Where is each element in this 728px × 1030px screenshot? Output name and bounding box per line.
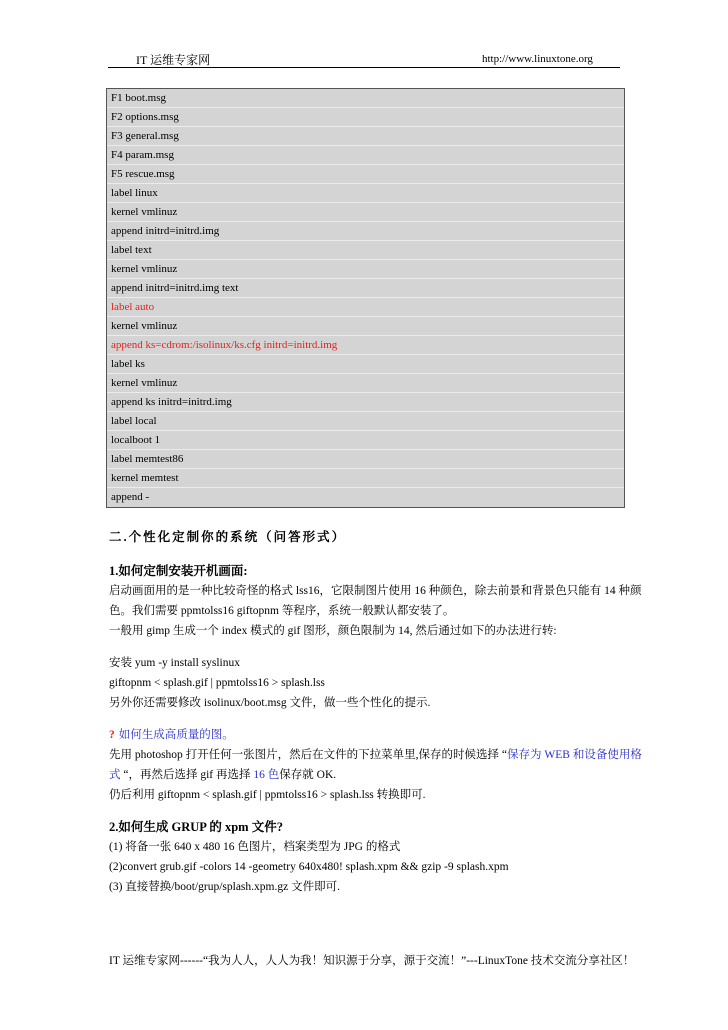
paragraph-line: 启动画面用的是一种比较奇怪的格式 lss16，它限制图片使用 16 种颜色，除去前景和背景色只能有 14 种颜 [109, 585, 642, 597]
code-line: kernel memtest [107, 469, 624, 488]
config-code-box [106, 88, 625, 508]
paragraph-line: 一般用 gimp 生成一个 index 模式的 gif 图形，颜色限制为 14, 然后通过如下的办法进行转: [109, 625, 557, 637]
paragraph-line: 色。我们需要 ppmtolss16 giftopnm 等程序，系统一般默认都安装了。 [109, 605, 455, 617]
step-line: (1) 将备一张 640 x 480 16 色图片，档案类型为 JPG 的格式 [109, 841, 401, 853]
code-line: label auto [107, 298, 624, 317]
section-title: 二.个性化定制你的系统（问答形式） [109, 530, 347, 544]
paragraph-line: 式 “，再然后选择 gif 再选择 16 色保存就 OK. [109, 769, 337, 781]
highlight-text: 16 色 [253, 769, 280, 781]
paragraph-line: 仍后利用 giftopnm < splash.gif | ppmtolss16 > splash.lss 转换即可. [109, 789, 426, 801]
code-line: kernel vmlinuz [107, 260, 624, 279]
highlight-text: 保存为 WEB 和设备使用格 [507, 749, 642, 761]
code-line: label ks [107, 355, 624, 374]
code-line: F4 param.msg [107, 146, 624, 165]
code-line: kernel vmlinuz [107, 374, 624, 393]
paragraph-line: 先用 photoshop 打开任何一张图片，然后在文件的下拉菜单里,保存的时候选择 “保存为 WEB 和设备使用格 [109, 749, 642, 761]
header-site-name: IT 运维专家网 [136, 53, 211, 67]
paragraph-line: 另外你还需要修改 isolinux/boot.msg 文件，做一些个性化的提示. [109, 697, 431, 709]
step-line: (3) 直接替换/boot/grup/splash.xpm.gz 文件即可. [109, 881, 340, 893]
main-content [109, 527, 642, 897]
code-line: label text [107, 241, 624, 260]
code-line: label local [107, 412, 624, 431]
question-2-title: 2.如何生成 GRUP 的 xpm 文件? [109, 820, 283, 834]
code-line: localboot 1 [107, 431, 624, 450]
question-mark-icon: ? [109, 729, 115, 741]
command-line: 安装 yum -y install syslinux [109, 657, 240, 669]
header-url: http://www.linuxtone.org [482, 53, 593, 65]
highlight-text: 式 [109, 769, 121, 781]
step-line: (2)convert grub.gif -colors 14 -geometry 640x480! splash.xpm && gzip -9 splash.xpm [109, 861, 509, 873]
code-line: F2 options.msg [107, 108, 624, 127]
subquestion-line [109, 725, 624, 745]
code-line: append ks initrd=initrd.img [107, 393, 624, 412]
code-line: F5 rescue.msg [107, 165, 624, 184]
code-line: kernel vmlinuz [107, 317, 624, 336]
header-divider [108, 67, 620, 68]
code-line: label memtest86 [107, 450, 624, 469]
code-line: F3 general.msg [107, 127, 624, 146]
code-line: append - [111, 491, 150, 503]
question-1-title: 1.如何定制安装开机画面: [109, 564, 248, 578]
code-line: kernel vmlinuz [107, 203, 624, 222]
code-line: append initrd=initrd.img text [107, 279, 624, 298]
code-line: append ks=cdrom:/isolinux/ks.cfg initrd=initrd.img [107, 336, 624, 355]
subquestion-title: 如何生成高质量的图。 [118, 729, 234, 741]
code-line: append initrd=initrd.img [107, 222, 624, 241]
code-line: F1 boot.msg [107, 89, 624, 108]
page-footer: IT 运维专家网------“我为人人，人人为我！知识源于分享，源于交流！”---LinuxTone 技术交流分享社区！ [109, 955, 635, 967]
code-line: label linux [107, 184, 624, 203]
command-line: giftopnm < splash.gif | ppmtolss16 > splash.lss [109, 677, 325, 689]
